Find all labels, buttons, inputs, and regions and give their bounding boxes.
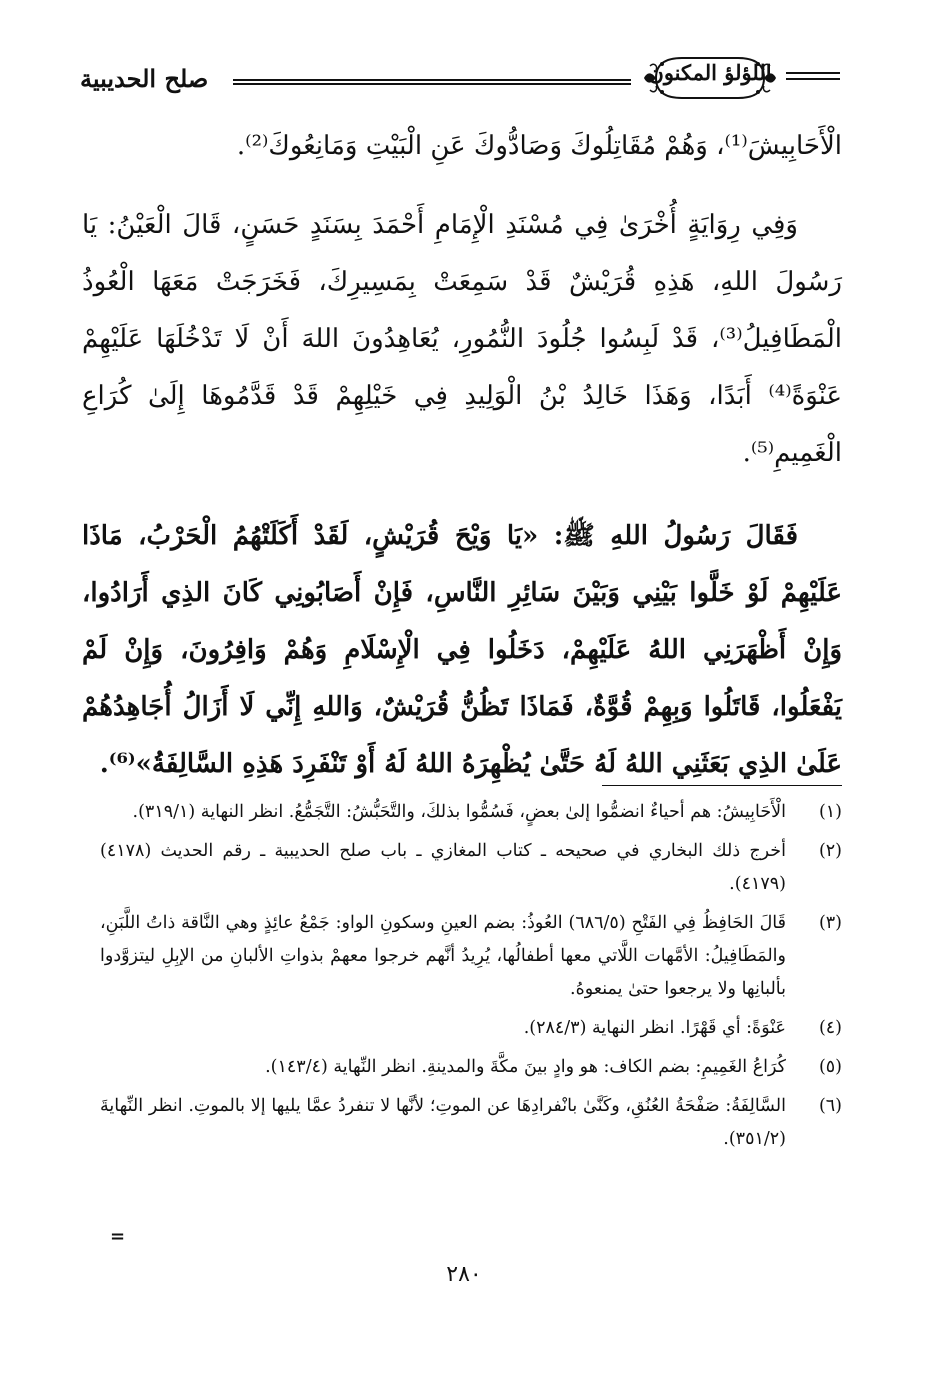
header-rule [233,79,631,85]
footnote-text: عَنْوَةً: أي قَهْرًا. انظر النهاية (٢٨٤/٣). [523,1018,786,1038]
running-header [80,50,840,114]
footnote-continues-mark: = [110,1226,126,1247]
footnote-separator [602,785,842,786]
footnote [100,1090,842,1156]
hadith-paragraph: فَقَالَ رَسُولُ اللهِ ﷺ: «يَا وَيْحَ قُرَيْشٍ، لَقَدْ أَكَلَتْهُمُ الْحَرْبُ، مَاذَا عَلَيْهِمْ لَوْ خَلَّوا بَيْنِي وَبَيْنَ سَائِرِ النَّاسِ، فَإِنْ أَصَابُونِي كَانَ الذِي أَرَادُوا، وَإِنْ أَظْهَرَنِي اللهُ عَلَيْهِمْ، دَخَلُوا فِي الْإِسْلَامِ وَهُمْ وَافِرُونَ، وَإِنْ لَمْ يَفْعَلُوا، قَاتَلُوا وَبِهِمْ قُوَّةٌ، فَمَاذَا تَظُنُّ قُرَيْشٌ، وَاللهِ إِنِّي لَا أَزَالُ أُجَاهِدُهُمْ عَلَىٰ الذِي بَعَثَنِي اللهُ لَهُ حَتَّىٰ يُظْهِرَهُ اللهُ لَهُ أَوْ تَنْفَرِدَ هَذِهِ السَّالِفَةُ»⁽⁶⁾. [82,521,842,779]
page-number: ٢٨٠ [446,1262,482,1287]
footnotes [100,796,842,1162]
footnote [100,835,842,901]
paragraph: وَفِي رِوَايَةٍ أُخْرَىٰ فِي مُسْنَدِ الْإِمَامِ أَحْمَدَ بِسَنَدٍ حَسَنٍ، قَالَ الْعَيْنُ: يَا رَسُولَ اللهِ، هَذِهِ قُرَيْشٌ قَدْ سَمِعَتْ بِمَسِيرِكَ، فَخَرَجَتْ مَعَهَا الْعُوذُ الْمَطَافِيلُ⁽³⁾، قَدْ لَبِسُوا جُلُودَ النُّمُورِ، يُعَاهِدُونَ اللهَ أَنْ لَا تَدْخُلَهَا عَلَيْهِمْ عَنْوَةً⁽⁴⁾ أَبَدًا، وَهَذَا خَالِدُ بْنُ الْوَلِيدِ فِي خَيْلِهِمْ قَدْ قَدَّمُوهَا إِلَىٰ كُرَاعِ الْغَمِيمِ⁽⁵⁾. [82,210,842,468]
paragraph: الْأَحَابِيشَ⁽¹⁾، وَهُمْ مُقَاتِلُوكَ وَصَادُّوكَ عَنِ الْبَيْتِ وَمَانِعُوكَ⁽²⁾. [236,131,842,161]
footnote-text: السَّالِفَةُ: صَفْحَةُ العُنُقِ، وكَنَّىٰ بانْفرادِهَا عن الموتِ؛ لأنَّها لا تنفردُ عمَّا يليها إلا بالموتِ. انظر النِّهايةَ (٣٥١/٢). [100,1096,786,1149]
footnote-number: (٤) [818,1018,842,1038]
footnote-number: (٥) [818,1057,842,1077]
footnote-text: قَالَ الحَافِظُ فِي الفَتْحِ (٦٨٦/٥) العُوذُ: بضم العينِ وسكونِ الواو: جَمْعُ عائِذٍ وهي النَّاقة ذاتُ اللَّبَنِ، والمَطَافِيلُ: الأمَّهات اللَّاتي معها أطفالُها، يُرِيدُ أنَّهم خرجوا معهمْ بذواتِ الألبانِ من الإبِلِ ليتزوَّدوا بألبانِها ولا يرجعوا حتىٰ يمنعوهُ. [100,913,786,999]
book-title-cartouche [642,52,778,104]
main-text [82,118,842,793]
footnote [100,1051,842,1084]
chapter-title: صلح الحديبية [80,64,209,93]
footnote-number: (١) [818,802,842,822]
footnote-text: كُرَاعُ الغَمِيمِ: بضم الكاف: هو وادٍ بينَ مكَّةَ والمدينةِ. انظر النِّهاية (١٤٣/٤). [265,1057,786,1077]
footnote-number: (٢) [818,841,842,861]
footnote [100,796,842,829]
footnote-text: الْأَحَابِيشُ: هم أحياءٌ انضمُّوا إلىٰ بعضٍ، فَسُمُّوا بذلكَ، والتَّحَبُّشُ: التَّجَمُّعُ. انظر النهاية (٣١٩/١). [132,802,786,822]
footnote [100,1012,842,1045]
book-title: اللؤلؤ المكنون [648,60,772,85]
header-rule-right [786,72,840,80]
footnote-number: (٣) [818,913,842,933]
footnote [100,907,842,1006]
footnote-text: أخرج ذلك البخاري في صحيحه ـ كتاب المغازي ـ باب صلح الحديبية ـ رقم الحديث (٤١٧٨) (٤١٧٩). [100,841,786,894]
footnote-number: (٦) [818,1096,842,1116]
